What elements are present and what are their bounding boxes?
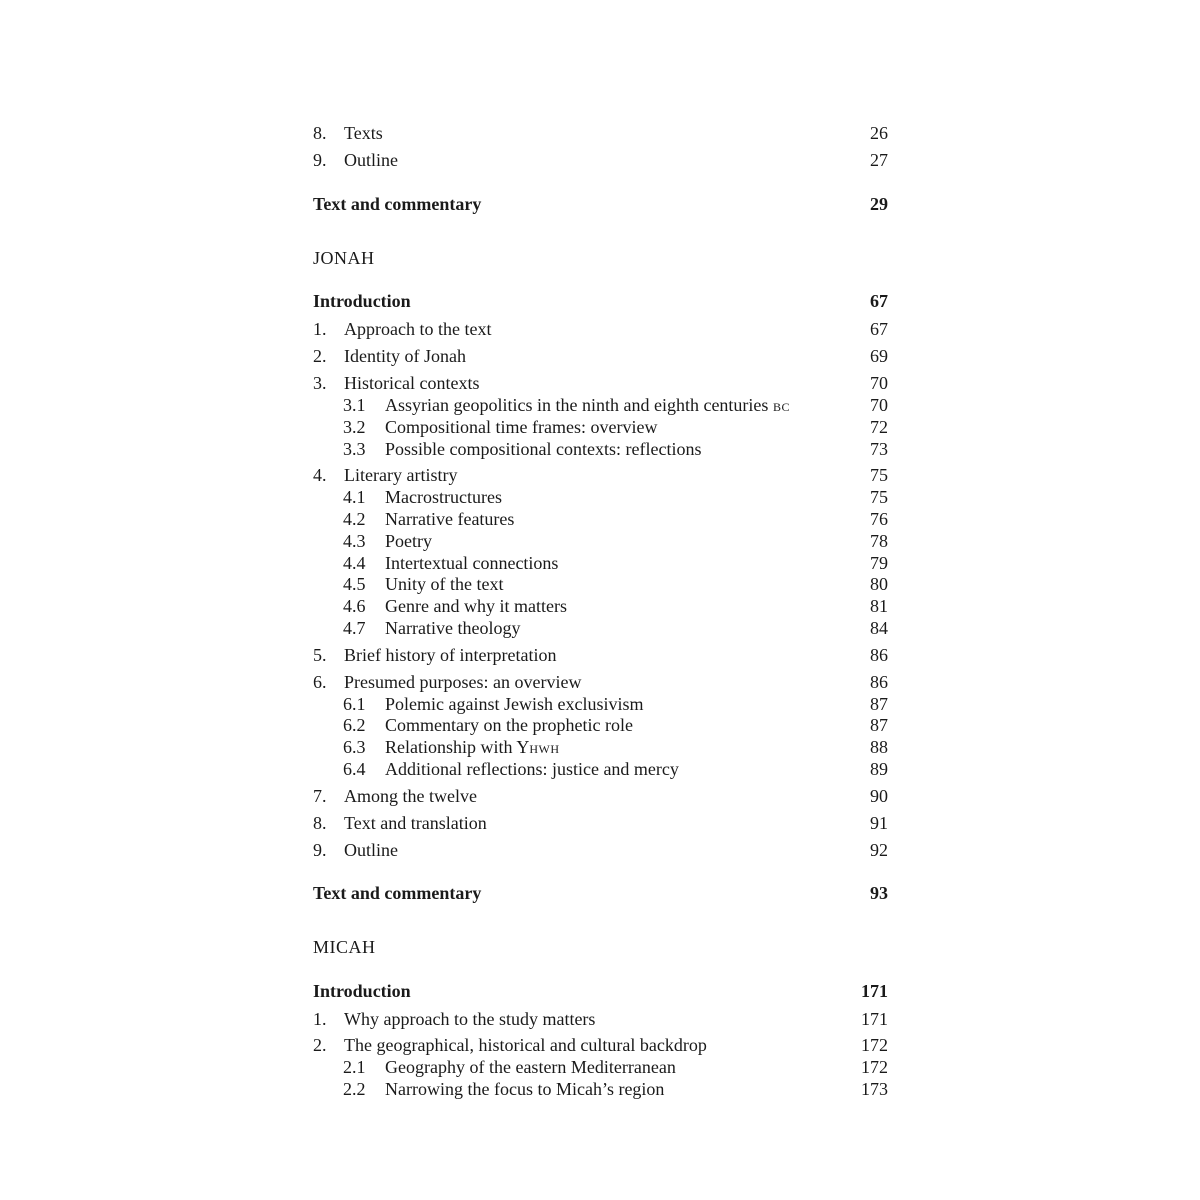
entry-title-text: Compositional time frames: overview (385, 417, 658, 437)
entry-title-text: Outline (344, 840, 398, 860)
entry-title-text: Geography of the eastern Mediterranean (385, 1057, 676, 1077)
entry-title (385, 713, 633, 737)
toc-subentry-row[interactable] (313, 572, 888, 596)
entry-number: 4.3 (343, 531, 366, 551)
entry-title (344, 463, 457, 487)
entry-page-number: 92 (870, 840, 888, 860)
entry-title (385, 1077, 664, 1101)
entry-page-number: 91 (870, 813, 888, 833)
toc-subentry-row[interactable] (313, 485, 888, 509)
entry-title-text: Poetry (385, 531, 432, 551)
entry-title-text: Identity of Jonah (344, 346, 466, 366)
toc-entry-row[interactable] (313, 643, 888, 667)
toc-entry-row[interactable] (313, 811, 888, 835)
toc-heading-row[interactable] (313, 881, 888, 905)
entry-title (385, 572, 503, 596)
entry-title (385, 757, 679, 781)
toc-entry-row[interactable] (313, 121, 888, 145)
entry-number: 8. (313, 813, 327, 833)
entry-page-number: 29 (870, 194, 888, 214)
entry-page-number: 171 (861, 981, 888, 1001)
entry-page-number: 26 (870, 123, 888, 143)
entry-number: 4.2 (343, 509, 366, 529)
entry-number: 8. (313, 123, 327, 143)
entry-page-number: 79 (870, 553, 888, 573)
entry-title-text: Literary artistry (344, 465, 458, 485)
entry-number: 1. (313, 1009, 327, 1029)
entry-number: 4.5 (343, 574, 366, 594)
entry-title (385, 529, 432, 553)
entry-page-number: 90 (870, 786, 888, 806)
entry-number: 9. (313, 840, 327, 860)
entry-page-number: 72 (870, 417, 888, 437)
entry-title-text: Presumed purposes: an overview (344, 672, 582, 692)
entry-number: 4.1 (343, 487, 366, 507)
entry-title-text: Assyrian geopolitics in the ninth and eighth centuries (385, 395, 773, 415)
toc-entry-row[interactable] (313, 670, 888, 694)
entry-title (344, 371, 479, 395)
entry-title (344, 1033, 707, 1057)
toc-subentry-row[interactable] (313, 529, 888, 553)
entry-number: 2.1 (343, 1057, 366, 1077)
entry-title-text: Approach to the text (344, 319, 492, 339)
entry-number: 4. (313, 465, 327, 485)
entry-number: 3.1 (343, 395, 366, 415)
entry-number: 2. (313, 346, 327, 366)
toc-subentry-row[interactable] (313, 1077, 888, 1101)
toc-entry-row[interactable] (313, 463, 888, 487)
entry-title-text: Outline (344, 150, 398, 170)
entry-number: 2.2 (343, 1079, 366, 1099)
toc-heading-row[interactable] (313, 192, 888, 216)
toc-heading-row[interactable] (313, 979, 888, 1003)
entry-title-text: Commentary on the prophetic role (385, 715, 633, 735)
entry-title-text: Macrostructures (385, 487, 502, 507)
entry-page-number: 67 (870, 291, 888, 311)
toc-subentry-row[interactable] (313, 616, 888, 640)
entry-number: 2. (313, 1035, 327, 1055)
entry-title-text: Unity of the text (385, 574, 504, 594)
entry-title-text: Among the twelve (344, 786, 477, 806)
entry-page-number: 173 (861, 1079, 888, 1099)
entry-page-number: 172 (861, 1057, 888, 1077)
entry-title (344, 148, 398, 172)
entry-page-number: 86 (870, 645, 888, 665)
entry-title-text: Text and commentary (313, 883, 482, 903)
entry-title-text: Narrative features (385, 509, 515, 529)
entry-title (385, 485, 502, 509)
entry-page-number: 70 (870, 395, 888, 415)
book-title: MICAH (313, 937, 376, 957)
toc-entry-row[interactable] (313, 344, 888, 368)
entry-title-text: Possible compositional contexts: reflections (385, 439, 702, 459)
entry-page-number: 67 (870, 319, 888, 339)
entry-title (344, 1007, 595, 1031)
entry-title-text: Texts (344, 123, 383, 143)
toc-subentry-row[interactable] (313, 735, 888, 759)
entry-title (385, 507, 514, 531)
entry-page-number: 89 (870, 759, 888, 779)
toc-heading-row[interactable] (313, 289, 888, 313)
entry-title (344, 317, 491, 341)
entry-page-number: 75 (870, 465, 888, 485)
entry-title (344, 121, 383, 145)
entry-number: 4.7 (343, 618, 366, 638)
entry-number: 3. (313, 373, 327, 393)
entry-page-number: 84 (870, 618, 888, 638)
entry-title (344, 838, 398, 862)
entry-title (313, 979, 411, 1003)
entry-title (313, 192, 481, 216)
entry-title-text: Brief history of interpretation (344, 645, 557, 665)
entry-page-number: 27 (870, 150, 888, 170)
toc-subentry-row[interactable] (313, 415, 888, 439)
entry-title-smallcaps: HWH (529, 742, 560, 756)
entry-title-text: Genre and why it matters (385, 596, 567, 616)
entry-number: 6.1 (343, 694, 366, 714)
entry-title (344, 784, 477, 808)
entry-title-text: Narrative theology (385, 618, 521, 638)
entry-title-text: Introduction (313, 981, 411, 1001)
entry-number: 5. (313, 645, 327, 665)
toc-subentry-row[interactable] (313, 594, 888, 618)
toc-entry-row[interactable] (313, 838, 888, 862)
entry-title (344, 643, 556, 667)
entry-title-text: Additional reflections: justice and mercy (385, 759, 679, 779)
entry-title-text: Polemic against Jewish exclusivism (385, 694, 644, 714)
entry-title (313, 881, 481, 905)
entry-page-number: 87 (870, 694, 888, 714)
entry-title (344, 670, 581, 694)
entry-title-text: Relationship with Y (385, 737, 530, 757)
toc-entry-row[interactable] (313, 784, 888, 808)
entry-title (385, 1055, 676, 1079)
toc-entry-row[interactable] (313, 1033, 888, 1057)
entry-title-text: Intertextual connections (385, 553, 559, 573)
entry-number: 3.2 (343, 417, 366, 437)
entry-number: 6.2 (343, 715, 366, 735)
entry-number: 3.3 (343, 439, 366, 459)
entry-page-number: 73 (870, 439, 888, 459)
entry-page-number: 81 (870, 596, 888, 616)
toc-subentry-row[interactable] (313, 757, 888, 781)
entry-number: 1. (313, 319, 327, 339)
entry-title (385, 437, 701, 461)
toc-entry-row[interactable] (313, 1007, 888, 1031)
toc-subentry-row[interactable] (313, 437, 888, 461)
entry-title (344, 811, 487, 835)
toc-subentry-row[interactable] (313, 1055, 888, 1079)
entry-page-number: 86 (870, 672, 888, 692)
entry-page-number: 69 (870, 346, 888, 366)
toc-entry-row[interactable] (313, 317, 888, 341)
entry-page-number: 87 (870, 715, 888, 735)
entry-title-text: Historical contexts (344, 373, 480, 393)
entry-page-number: 70 (870, 373, 888, 393)
entry-title-text: Narrowing the focus to Micah’s region (385, 1079, 665, 1099)
entry-title (313, 289, 411, 313)
entry-title (344, 344, 466, 368)
entry-title-text: Text and commentary (313, 194, 482, 214)
entry-number: 7. (313, 786, 327, 806)
entry-page-number: 75 (870, 487, 888, 507)
entry-page-number: 78 (870, 531, 888, 551)
entry-title-text: Introduction (313, 291, 411, 311)
toc-subentry-row[interactable] (313, 507, 888, 531)
entry-number: 9. (313, 150, 327, 170)
toc-entry-row[interactable] (313, 148, 888, 172)
toc-subentry-row[interactable] (313, 713, 888, 737)
entry-number: 6. (313, 672, 327, 692)
entry-number: 4.6 (343, 596, 366, 616)
entry-page-number: 80 (870, 574, 888, 594)
entry-title (385, 594, 567, 618)
toc-entry-row[interactable] (313, 371, 888, 395)
toc-subentry-row[interactable] (313, 393, 888, 417)
entry-number: 6.3 (343, 737, 366, 757)
entry-page-number: 93 (870, 883, 888, 903)
book-title: JONAH (313, 248, 375, 268)
entry-number: 6.4 (343, 759, 366, 779)
entry-title (385, 616, 520, 640)
entry-title-smallcaps: BC (772, 400, 790, 414)
entry-page-number: 172 (861, 1035, 888, 1055)
entry-title (385, 415, 657, 439)
entry-page-number: 76 (870, 509, 888, 529)
entry-title-text: Text and translation (344, 813, 487, 833)
entry-page-number: 171 (861, 1009, 888, 1029)
entry-title-text: The geographical, historical and cultural backdrop (344, 1035, 707, 1055)
entry-number: 4.4 (343, 553, 366, 573)
entry-title-text: Why approach to the study matters (344, 1009, 596, 1029)
entry-page-number: 88 (870, 737, 888, 757)
